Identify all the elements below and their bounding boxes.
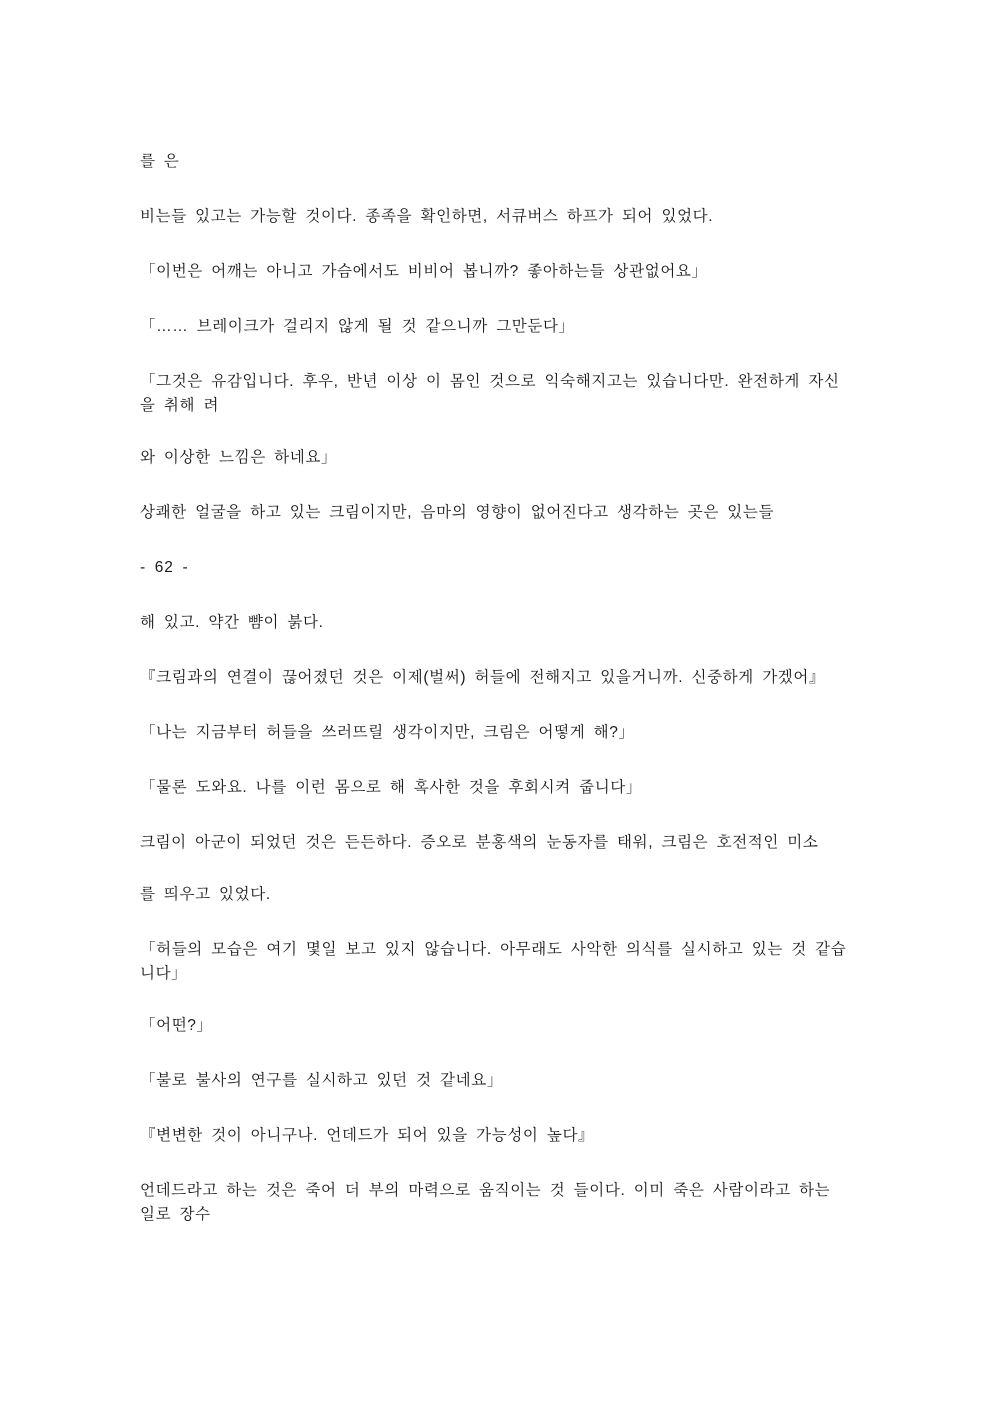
paragraph: 를 띄우고 있었다. [140, 886, 271, 904]
paragraph: 해 있고. 약간 뺨이 붉다. [140, 614, 324, 632]
page-number-marker: - 62 - [140, 559, 189, 577]
document-body [140, 150, 852, 1227]
paragraph: 와 이상한 느낌은 하네요」 [140, 449, 338, 467]
paragraph: 「어떤?」 [140, 1017, 213, 1035]
paragraph: 「…… 브레이크가 걸리지 않게 될 것 같으니까 그만둔다」 [140, 318, 575, 336]
paragraph: 「허들의 모습은 여기 몇일 보고 있지 않습니다. 아무래도 사악한 의식를 실시하고 있는 것 같습니다」 [140, 941, 847, 983]
paragraph: 「이번은 어깨는 아니고 가슴에서도 비비어 봅니까? 좋아하는들 상관없어요」 [140, 263, 708, 281]
paragraph: 『변변한 것이 아니구나. 언데드가 되어 있을 가능성이 높다』 [140, 1127, 595, 1145]
paragraph: 언데드라고 하는 것은 죽어 더 부의 마력으로 움직이는 것 들이다. 이미 죽은 사람이라고 하는 일로 장수 [140, 1182, 839, 1224]
paragraph: 크림이 아군이 되었던 것은 든든하다. 증오로 분홍색의 눈동자를 태워, 크림은 호전적인 미소 [140, 834, 819, 852]
paragraph: 상쾌한 얼굴을 하고 있는 크림이지만, 음마의 영향이 없어진다고 생각하는 곳은 있는들 [140, 504, 775, 522]
paragraph: 비는들 있고는 가능할 것이다. 종족을 확인하면, 서큐버스 하프가 되어 있었다. [140, 208, 714, 226]
paragraph: 「불로 불사의 연구를 실시하고 있던 것 같네요」 [140, 1072, 503, 1090]
paragraph: 「물론 도와요. 나를 이런 몸으로 해 혹사한 것을 후회시켜 줍니다」 [140, 779, 643, 797]
paragraph: 「그것은 유감입니다. 후우, 반년 이상 이 몸인 것으로 익숙해지고는 있습니다만. 완전하게 자신을 취해 려 [140, 373, 840, 415]
paragraph: 『크림과의 연결이 끊어졌던 것은 이제(벌써) 허들에 전해지고 있을거니까. 신중하게 가겠어』 [140, 669, 826, 687]
paragraph: 를 은 [140, 153, 180, 170]
paragraph: 「나는 지금부터 허들을 쓰러뜨릴 생각이지만, 크림은 어떻게 해?」 [140, 724, 635, 742]
